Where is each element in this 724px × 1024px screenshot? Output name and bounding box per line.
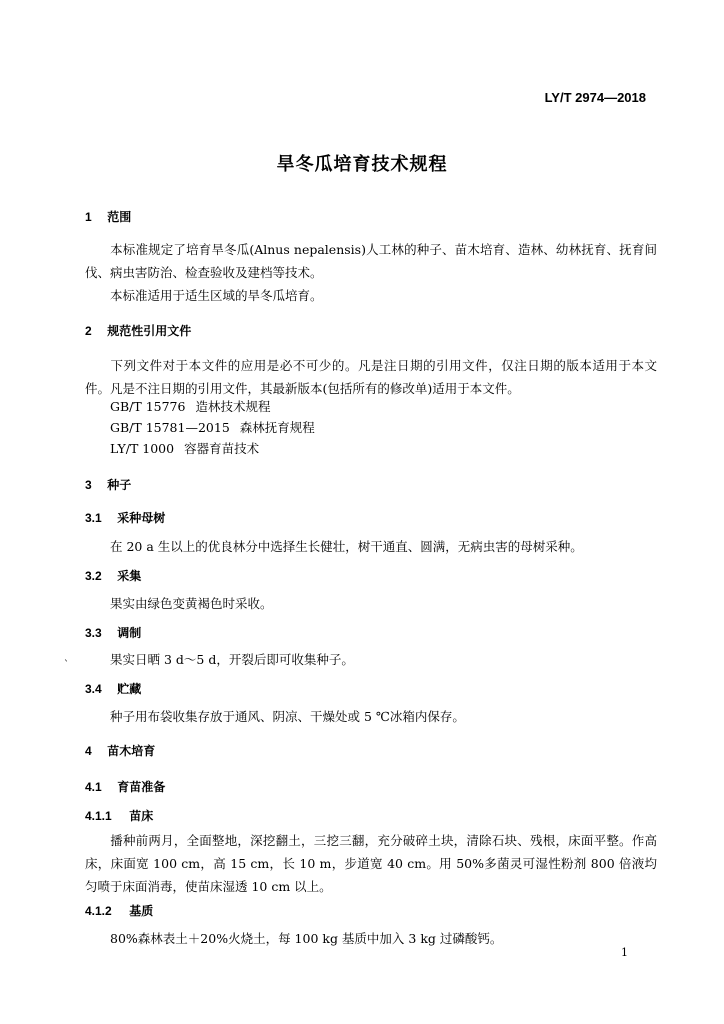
subsection-heading-3-1: 3.1 采种母树 <box>85 511 166 525</box>
section-heading-3: 3 种子 <box>85 478 132 492</box>
subsubsection-4-1-2-text: 80%森林表土＋20%火烧土，每 100 kg 基质中加入 3 kg 过磷酸钙。 <box>110 931 503 946</box>
subsection-heading-3-4: 3.4 贮藏 <box>85 682 142 696</box>
section-1-paragraph-1: 本标准规定了培育旱冬瓜(Alnus nepalensis)人工林的种子、苗木培育、造林、幼林抚育、抚育间伐、病虫害防治、检查验收及建档等技术。 <box>85 242 657 280</box>
subsubsection-heading-4-1-1: 4.1.1 苗床 <box>85 809 154 823</box>
section-1-paragraph-2: 本标准适用于适生区域的旱冬瓜培育。 <box>110 288 323 303</box>
subsection-heading-3-2: 3.2 采集 <box>85 569 142 583</box>
stray-mark: ` <box>64 660 69 671</box>
section-heading-2: 2 规范性引用文件 <box>85 324 192 338</box>
reference-item: GB/T 15781—2015 森林抚育规程 <box>110 420 315 435</box>
reference-item: LY/T 1000 容器育苗技术 <box>110 441 260 456</box>
subsubsection-4-1-1-text: 播种前两月，全面整地，深挖翻土，三挖三翻，充分破碎土块，清除石块、残根，床面平整。作高床，床面宽 100 cm，高 15 cm，长 10 m，步道宽 40 cm。用 50%多菌灵可湿性粉剂 800 倍液均匀喷于床面消毒，使苗床湿透 10 cm 以上。 <box>85 833 657 894</box>
standard-code: LY/T 2974—2018 <box>544 90 646 105</box>
reference-item: GB/T 15776 造林技术规程 <box>110 399 271 414</box>
subsubsection-heading-4-1-2: 4.1.2 基质 <box>85 904 154 918</box>
subsection-heading-3-3: 3.3 调制 <box>85 626 142 640</box>
section-heading-4: 4 苗木培育 <box>85 744 156 758</box>
page-title: 旱冬瓜培育技术规程 <box>276 154 448 175</box>
section-2-paragraph: 下列文件对于本文件的应用是必不可少的。凡是注日期的引用文件，仅注日期的版本适用于本文件。凡是不注日期的引用文件，其最新版本(包括所有的修改单)适用于本文件。 <box>85 358 657 396</box>
subsection-heading-4-1: 4.1 育苗准备 <box>85 780 166 794</box>
subsection-3-3-text: 果实日晒 3 d～5 d，开裂后即可收集种子。 <box>110 652 354 667</box>
page-number: 1 <box>621 946 628 959</box>
subsection-3-4-text: 种子用布袋收集存放于通风、阴凉、干燥处或 5 ℃冰箱内保存。 <box>110 709 465 724</box>
subsection-3-2-text: 果实由绿色变黄褐色时采收。 <box>110 596 273 611</box>
subsection-3-1-text: 在 20 a 生以上的优良林分中选择生长健壮，树干通直、圆满，无病虫害的母树采种。 <box>110 539 583 554</box>
section-heading-1: 1 范围 <box>85 210 132 224</box>
